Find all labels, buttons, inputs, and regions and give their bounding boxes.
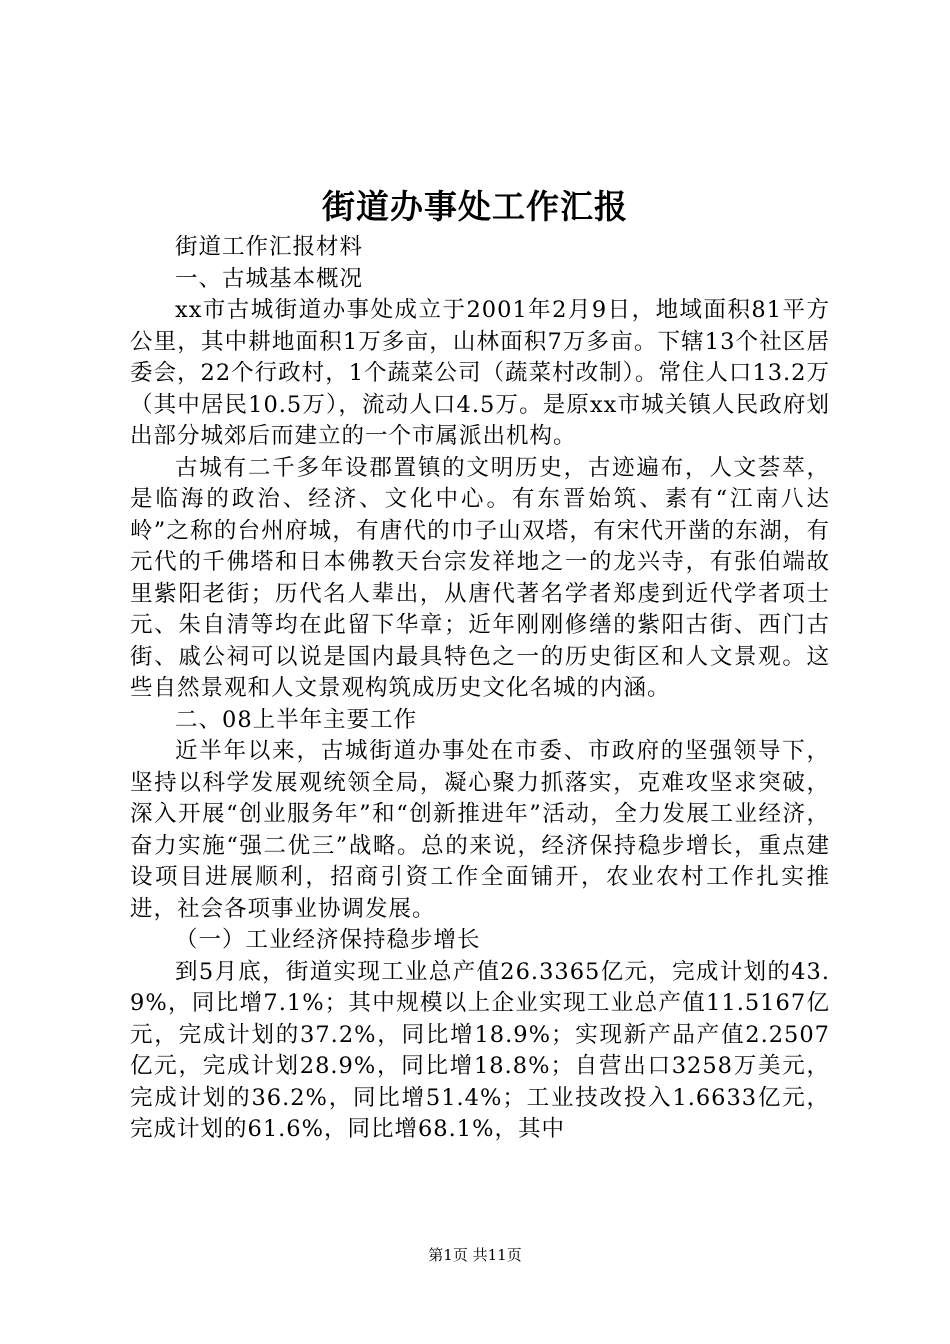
heading-main-work: 二、08上半年主要工作 bbox=[175, 706, 418, 733]
heading-overview: 一、古城基本概况 bbox=[175, 265, 364, 292]
paragraph-main-work: 近半年以来，古城街道办事处在市委、市政府的坚强领导下，坚持以科学发展观统领全局，凝心聚力抓落实，克难攻坚求突破，深入开展“创业服务年”和“创新推进年”活动，全力发展工业经济，奋力实施“强二优三”战略。总的来说，经济保持稳步增长，重点建设项目进展顺利，招商引资工作全面铺开，农业农村工作扎实推进，社会各项事业协调发展。 bbox=[130, 738, 830, 922]
document-body bbox=[130, 232, 830, 1146]
paragraph-overview: xx市古城街道办事处成立于2001年2月9日，地域面积81平方公里，其中耕地面积1万多亩，山林面积7万多亩。下辖13个社区居委会，22个行政村，1个蔬菜公司（蔬菜村改制）。常住人口13.2万（其中居民10.5万），流动人口4.5万。是原xx市城关镇人民政府划出部分城郊后而建立的一个市属派出机构。 bbox=[130, 297, 830, 449]
page-footer: 第1页 共11页 bbox=[428, 1246, 522, 1264]
paragraph-history: 古城有二千多年设郡置镇的文明历史，古迹遍布，人文荟萃，是临海的政治、经济、文化中心。有东晋始筑、素有“江南八达岭”之称的台州府城，有唐代的巾子山双塔，有宋代开凿的东湖，有元代的千佛塔和日本佛教天台宗发祥地之一的龙兴寺，有张伯端故里紫阳老街；历代名人辈出，从唐代著名学者郑虔到近代学者项士元、朱自清等均在此留下华章；近年刚刚修缮的紫阳古街、西门古街、戚公祠可以说是国内最具特色之一的历史街区和人文景观。这些自然景观和人文景观构筑成历史文化名城的内涵。 bbox=[130, 454, 830, 701]
document-title: 街道办事处工作汇报 bbox=[322, 187, 628, 226]
paragraph-industrial-economy: 到5月底，街道实现工业总产值26.3365亿元，完成计划的43.9%，同比增7.1%；其中规模以上企业实现工业总产值11.5167亿元，完成计划的37.2%，同比增18.9%；实现新产品产值2.2507亿元，完成计划28.9%，同比增18.8%；自营出口3258万美元，完成计划的36.2%，同比增51.4%；工业技改投入1.6633亿元，完成计划的61.6%，同比增68.1%，其中 bbox=[130, 958, 830, 1142]
heading-industrial-economy: （一）工业经济保持稳步增长 bbox=[175, 927, 481, 953]
paragraph-subtitle: 街道工作汇报材料 bbox=[175, 234, 364, 260]
